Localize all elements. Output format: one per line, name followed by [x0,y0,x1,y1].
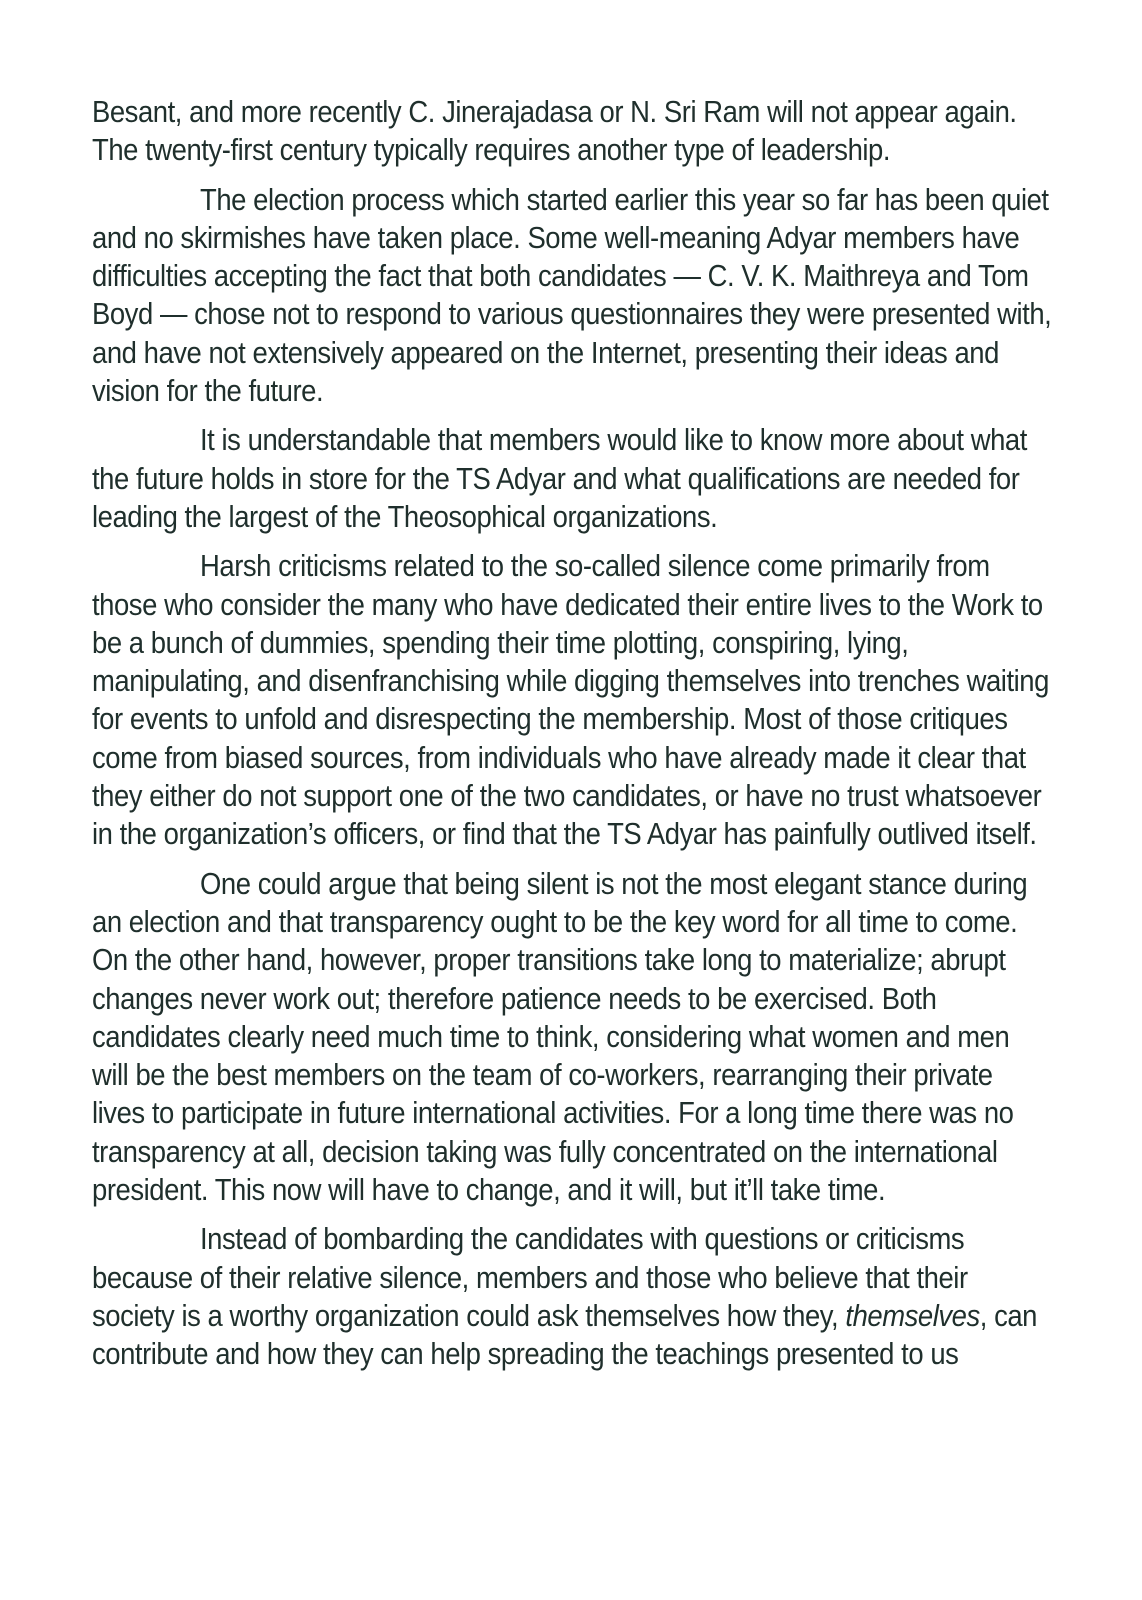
paragraph-4: Harsh criticisms related to the so-called silence come primarily from those who consider the many who have dedicated their entire lives to the Work to be a bunch of dummies, spending their time plotting, conspiring, lying, manipulating, and disenfranchising while digging themselves into trenches waiting for events to unfold and disrespecting the membership. Most of those critiques come from biased sources, from individuals who have already made it clear that they either do not support one of the two candidates, or have no trust whatsoever in the organization’s officers, or find that the TS Adyar has painfully outlived itself. [92,549,1049,852]
paragraph-1: Besant, and more recently C. Jinerajadasa or N. Sri Ram will not appear again. The twenty-first century typically requires another type of leadership. [92,95,1017,168]
paragraph-6-text-after: , can contribute and how they can help spreading the teachings presented to us [92,1298,1037,1372]
paragraph-2: The election process which started earlier this year so far has been quiet and no skirmishes have taken place. Some well-meaning Adyar members have difficulties accepting the fact that both candidates — C. V. K. Maithreya and Tom Boyd — chose not to respond to various questionnaires they were presented with, and have not extensively appeared on the Internet, presenting their ideas and vision for the future. [92,182,1052,409]
paragraph-5: One could argue that being silent is not the most elegant stance during an election and that transparency ought to be the key word for all time to come. On the other hand, however, proper transitions take long to materialize; abrupt changes never work out; therefore patience needs to be exercised. Both candidates clearly need much time to think, considering what women and men will be the best members on the team of co-workers, rearranging their private lives to participate in future international activities. For a long time there was no transparency at all, decision taking was fully concentrated on the international president. This now will have to change, and it will, but it’ll take time. [92,866,1028,1208]
paragraph-3: It is understandable that members would like to know more about what the future holds in store for the TS Adyar and what qualifications are needed for leading the largest of the Theosophical organizations. [92,423,1027,534]
document-page [92,93,1051,1385]
paragraph-6-emphasis: themselves [845,1298,980,1333]
paragraph-6-text-before: Instead of bombarding the candidates with questions or criticisms because of their relative silence, members and those who believe that their society is a worthy organization could ask themselves how they, [92,1222,968,1333]
paragraph-6 [92,1220,1051,1373]
